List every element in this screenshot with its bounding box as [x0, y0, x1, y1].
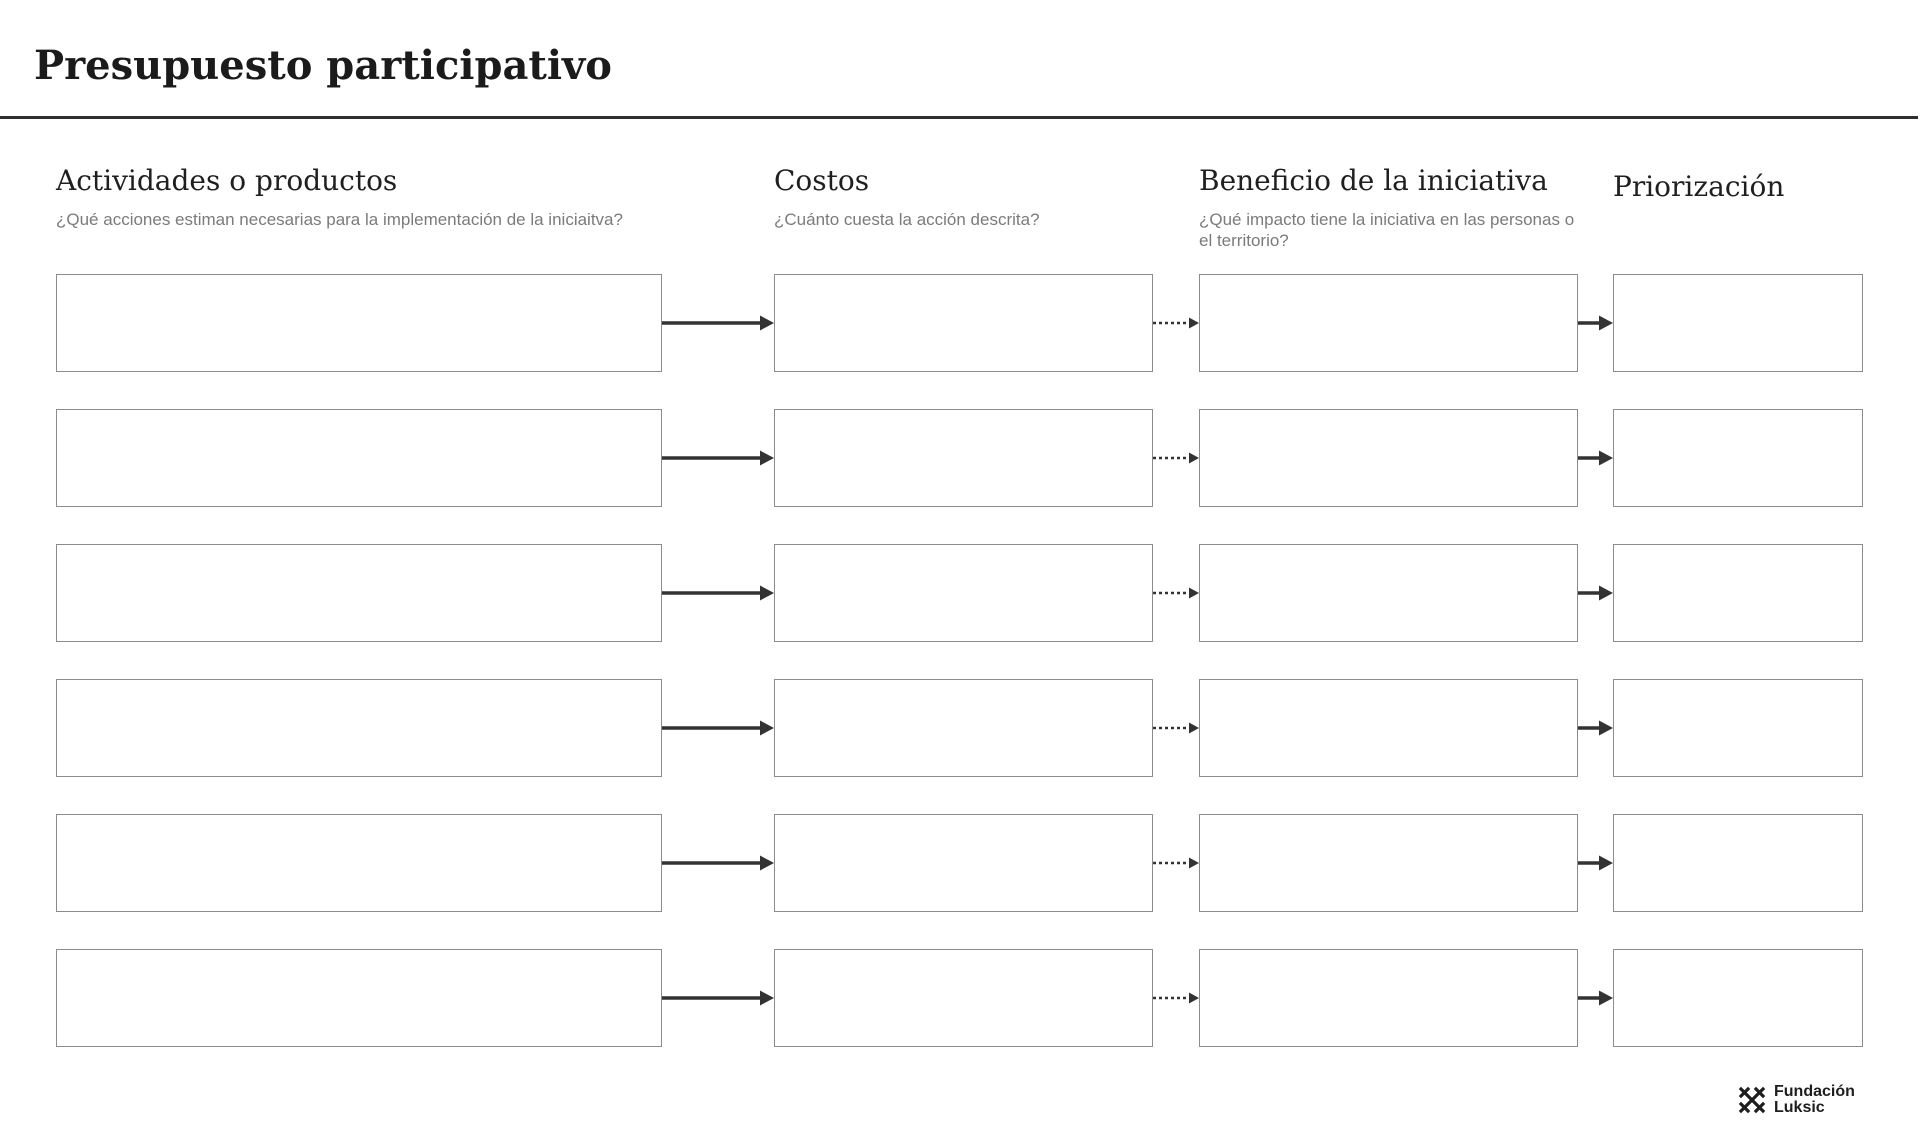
- arrow-activity-to-cost: [662, 313, 774, 333]
- arrow-cost-to-benefit: [1153, 448, 1199, 468]
- cost-box[interactable]: [774, 409, 1153, 507]
- arrow-cost-to-benefit-head: [1189, 993, 1199, 1004]
- brand-name-line1: Fundación: [1774, 1083, 1855, 1100]
- arrow-benefit-to-priority: [1578, 313, 1613, 333]
- arrow-activity-to-cost: [662, 853, 774, 873]
- benefit-box[interactable]: [1199, 814, 1578, 912]
- activity-box[interactable]: [56, 949, 662, 1047]
- benefit-box[interactable]: [1199, 544, 1578, 642]
- benefit-box[interactable]: [1199, 409, 1578, 507]
- arrow-benefit-to-priority-head: [1599, 316, 1613, 331]
- arrow-benefit-to-priority: [1578, 718, 1613, 738]
- title-divider: [0, 116, 1918, 119]
- activity-box[interactable]: [56, 274, 662, 372]
- cost-box[interactable]: [774, 949, 1153, 1047]
- arrow-activity-to-cost-head: [760, 316, 774, 331]
- arrow-cost-to-benefit: [1153, 853, 1199, 873]
- activity-box[interactable]: [56, 679, 662, 777]
- column-header-costs: [774, 163, 1154, 230]
- column-subtitle-costs: ¿Cuánto cuesta la acción descrita?: [774, 210, 1040, 229]
- arrow-cost-to-benefit: [1153, 988, 1199, 1008]
- arrow-cost-to-benefit-head: [1189, 723, 1199, 734]
- arrow-cost-to-benefit: [1153, 718, 1199, 738]
- activity-box[interactable]: [56, 814, 662, 912]
- column-title-benefit: Beneficio de la iniciativa: [1199, 164, 1548, 197]
- brand-name: [1774, 1084, 1855, 1116]
- arrow-activity-to-cost: [662, 988, 774, 1008]
- cost-box[interactable]: [774, 814, 1153, 912]
- column-subtitle-activities: ¿Qué acciones estiman necesarias para la implementación de la iniciaitva?: [56, 210, 623, 229]
- column-title-costs: Costos: [774, 164, 870, 197]
- arrow-cost-to-benefit-head: [1189, 318, 1199, 329]
- arrow-activity-to-cost-head: [760, 991, 774, 1006]
- arrow-activity-to-cost: [662, 718, 774, 738]
- arrow-activity-to-cost-head: [760, 856, 774, 871]
- column-header-priority: [1613, 169, 1873, 205]
- arrow-benefit-to-priority-head: [1599, 991, 1613, 1006]
- arrow-activity-to-cost-head: [760, 721, 774, 736]
- arrow-benefit-to-priority: [1578, 583, 1613, 603]
- arrow-cost-to-benefit-head: [1189, 588, 1199, 599]
- column-subtitle-benefit: ¿Qué impacto tiene la iniciativa en las personas o el territorio?: [1199, 210, 1575, 250]
- priority-box[interactable]: [1613, 949, 1863, 1047]
- arrow-benefit-to-priority: [1578, 448, 1613, 468]
- activity-box[interactable]: [56, 544, 662, 642]
- column-title-priority: Priorización: [1613, 170, 1785, 203]
- cost-box[interactable]: [774, 679, 1153, 777]
- priority-box[interactable]: [1613, 409, 1863, 507]
- page-title: Presupuesto participativo: [34, 42, 612, 89]
- benefit-box[interactable]: [1199, 949, 1578, 1047]
- cost-box[interactable]: [774, 274, 1153, 372]
- cost-box[interactable]: [774, 544, 1153, 642]
- arrow-benefit-to-priority-head: [1599, 586, 1613, 601]
- brand-name-line2: Luksic: [1774, 1099, 1825, 1116]
- arrow-benefit-to-priority: [1578, 988, 1613, 1008]
- arrow-cost-to-benefit: [1153, 583, 1199, 603]
- arrow-benefit-to-priority-head: [1599, 451, 1613, 466]
- arrow-activity-to-cost: [662, 583, 774, 603]
- priority-box[interactable]: [1613, 814, 1863, 912]
- column-title-activities: Actividades o productos: [56, 164, 398, 197]
- arrow-activity-to-cost: [662, 448, 774, 468]
- arrow-cost-to-benefit-head: [1189, 858, 1199, 869]
- arrow-benefit-to-priority-head: [1599, 721, 1613, 736]
- arrow-activity-to-cost-head: [760, 586, 774, 601]
- arrow-cost-to-benefit: [1153, 313, 1199, 333]
- benefit-box[interactable]: [1199, 679, 1578, 777]
- arrow-activity-to-cost-head: [760, 451, 774, 466]
- brand-logo: [1738, 1084, 1855, 1116]
- priority-box[interactable]: [1613, 544, 1863, 642]
- activity-box[interactable]: [56, 409, 662, 507]
- priority-box[interactable]: [1613, 679, 1863, 777]
- arrow-benefit-to-priority: [1578, 853, 1613, 873]
- arrow-benefit-to-priority-head: [1599, 856, 1613, 871]
- column-header-benefit: [1199, 163, 1584, 251]
- benefit-box[interactable]: [1199, 274, 1578, 372]
- arrow-cost-to-benefit-head: [1189, 453, 1199, 464]
- priority-box[interactable]: [1613, 274, 1863, 372]
- fundacion-luksic-logo-icon: [1738, 1085, 1766, 1115]
- column-header-activities: [56, 163, 696, 230]
